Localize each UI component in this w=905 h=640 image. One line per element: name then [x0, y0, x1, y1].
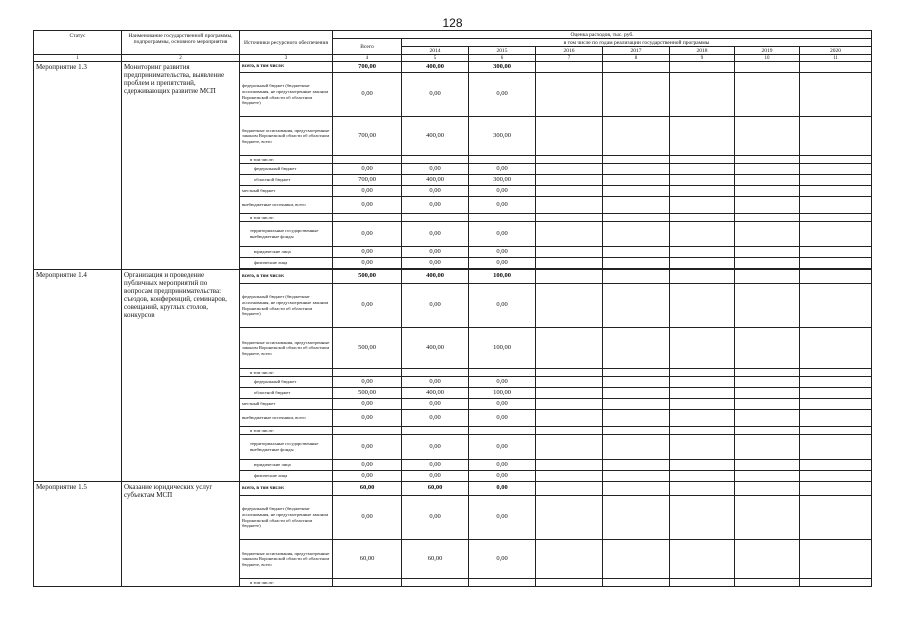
col-number: 9 [670, 55, 735, 62]
source-total: всего, в том числе: [240, 482, 333, 496]
header-status: Статус [34, 31, 122, 55]
value-cell: 500,00 [333, 388, 402, 399]
measure-name: Организация и проведение публичных мероприятий по вопросам предпринимательства: съездов, конференций, семинаров, совещаний, круглых столов, конкурсов [122, 270, 240, 482]
value-cell: 400,00 [402, 328, 469, 369]
value-cell: 300,00 [469, 117, 536, 156]
header-total: Всего [333, 39, 402, 55]
value-cell: 0,00 [469, 435, 536, 460]
col-number: 8 [603, 55, 670, 62]
source-federal-bb: федеральный бюджет (бюджетные ассигнования, не предусмотренные законом Воронежской области об областном бюджете) [240, 284, 333, 328]
source-federal: федеральный бюджет [240, 377, 333, 388]
value-cell: 0,00 [402, 222, 469, 247]
value-cell: 400,00 [402, 388, 469, 399]
value-cell: 0,00 [402, 73, 469, 117]
source-budget-allocations: бюджетные ассигнования, предусмотренные законом Воронежской области об областном бюджете, всего [240, 540, 333, 579]
value-cell: 0,00 [402, 258, 469, 269]
measure-status: Мероприятие 1.4 [34, 270, 122, 482]
value-cell: 0,00 [402, 471, 469, 482]
value-cell: 300,00 [469, 62, 536, 73]
header-year: 2020 [800, 47, 872, 55]
value-cell: 0,00 [402, 460, 469, 471]
source-legal: юридические лица [240, 247, 333, 258]
source-local: местный бюджет [240, 186, 333, 197]
source-total: всего, в том числе: [240, 270, 333, 284]
value-cell: 0,00 [469, 164, 536, 175]
value-cell: 0,00 [469, 471, 536, 482]
source-regional: областной бюджет [240, 388, 333, 399]
source-including: в том числе: [240, 369, 333, 377]
col-number: 3 [240, 55, 333, 62]
col-number: 1 [34, 55, 122, 62]
source-individuals: физические лица [240, 471, 333, 482]
value-cell: 0,00 [469, 482, 536, 496]
header-source: Источники ресурсного обеспечения [240, 31, 333, 55]
value-cell: 700,00 [333, 117, 402, 156]
source-extrabudget: внебюджетные источники, всего [240, 410, 333, 427]
measure-name: Оказание юридических услуг субъектам МСП [122, 482, 240, 587]
measure-status: Мероприятие 1.3 [34, 62, 122, 270]
source-including: в том числе: [240, 427, 333, 435]
value-cell: 60,00 [402, 482, 469, 496]
value-cell: 0,00 [469, 247, 536, 258]
value-cell: 300,00 [469, 175, 536, 186]
value-cell: 0,00 [402, 284, 469, 328]
value-cell: 500,00 [333, 328, 402, 369]
value-cell: 700,00 [333, 175, 402, 186]
value-cell: 0,00 [469, 410, 536, 427]
value-cell: 0,00 [402, 496, 469, 540]
value-cell: 0,00 [469, 377, 536, 388]
value-cell: 0,00 [333, 471, 402, 482]
col-number: 11 [800, 55, 872, 62]
value-cell: 400,00 [402, 117, 469, 156]
measure-status: Мероприятие 1.5 [34, 482, 122, 587]
source-budget-allocations: бюджетные ассигнования, предусмотренные законом Воронежской области об областном бюджете, всего [240, 117, 333, 156]
source-territorial-funds: территориальные государственные внебюджетные фонды [240, 222, 333, 247]
source-including: в том числе: [240, 214, 333, 222]
value-cell: 0,00 [333, 284, 402, 328]
value-cell: 0,00 [402, 247, 469, 258]
value-cell: 0,00 [333, 377, 402, 388]
col-number: 5 [402, 55, 469, 62]
value-cell: 0,00 [333, 496, 402, 540]
header-year: 2016 [536, 47, 603, 55]
value-cell: 0,00 [402, 399, 469, 410]
source-total: всего, в том числе: [240, 62, 333, 73]
value-cell: 0,00 [402, 435, 469, 460]
header-year: 2018 [670, 47, 735, 55]
value-cell: 0,00 [469, 258, 536, 269]
source-federal: федеральный бюджет [240, 164, 333, 175]
col-number: 10 [735, 55, 800, 62]
value-cell: 0,00 [333, 186, 402, 197]
page-number: 128 [442, 16, 463, 30]
source-regional: областной бюджет [240, 175, 333, 186]
measure-name: Мониторинг развития предпринимательства, выявление проблем и препятствий, сдерживающих развитие МСП [122, 62, 240, 270]
header-year: 2017 [603, 47, 670, 55]
source-federal-bb: федеральный бюджет (бюджетные ассигнования, не предусмотренные законом Воронежской области об областном бюджете) [240, 496, 333, 540]
col-number: 4 [333, 55, 402, 62]
value-cell: 0,00 [333, 222, 402, 247]
value-cell: 0,00 [333, 410, 402, 427]
value-cell: 700,00 [333, 62, 402, 73]
value-cell: 0,00 [333, 247, 402, 258]
value-cell: 0,00 [333, 399, 402, 410]
header-by-years: в том числе по годам реализации государственной программы [402, 39, 872, 47]
value-cell: 0,00 [469, 399, 536, 410]
header-year: 2019 [735, 47, 800, 55]
value-cell: 0,00 [402, 197, 469, 214]
value-cell: 0,00 [469, 284, 536, 328]
value-cell: 0,00 [469, 73, 536, 117]
value-cell: 0,00 [469, 460, 536, 471]
value-cell: 60,00 [402, 540, 469, 579]
header-name: Наименование государственной программы, подпрограммы, основного мероприятия [122, 31, 240, 55]
value-cell: 500,00 [333, 270, 402, 284]
value-cell: 0,00 [402, 410, 469, 427]
value-cell: 400,00 [402, 270, 469, 284]
value-cell: 0,00 [333, 435, 402, 460]
value-cell: 0,00 [469, 496, 536, 540]
value-cell: 60,00 [333, 482, 402, 496]
value-cell: 0,00 [469, 540, 536, 579]
value-cell: 60,00 [333, 540, 402, 579]
value-cell: 0,00 [402, 186, 469, 197]
value-cell: 100,00 [469, 388, 536, 399]
source-local: местный бюджет [240, 399, 333, 410]
value-cell: 0,00 [402, 164, 469, 175]
source-legal: юридические лица [240, 460, 333, 471]
source-budget-allocations: бюджетные ассигнования, предусмотренные законом Воронежской области об областном бюджете, всего [240, 328, 333, 369]
col-number: 2 [122, 55, 240, 62]
value-cell: 100,00 [469, 270, 536, 284]
value-cell: 0,00 [333, 258, 402, 269]
value-cell: 400,00 [402, 62, 469, 73]
value-cell: 0,00 [469, 186, 536, 197]
budget-table [33, 30, 872, 587]
value-cell: 0,00 [333, 197, 402, 214]
value-cell: 0,00 [469, 197, 536, 214]
value-cell: 0,00 [469, 222, 536, 247]
value-cell: 400,00 [402, 175, 469, 186]
header-year: 2015 [469, 47, 536, 55]
source-including: в том числе: [240, 579, 333, 587]
header-estimate: Оценка расходов, тыс. руб. [333, 31, 872, 39]
source-extrabudget: внебюджетные источники, всего [240, 197, 333, 214]
value-cell: 0,00 [402, 377, 469, 388]
source-federal-bb: федеральный бюджет (бюджетные ассигнования, не предусмотренные законом Воронежской области об областном бюджете) [240, 73, 333, 117]
source-territorial-funds: территориальные государственные внебюджетные фонды [240, 435, 333, 460]
value-cell: 0,00 [333, 73, 402, 117]
header-year: 2014 [402, 47, 469, 55]
col-number: 6 [469, 55, 536, 62]
value-cell: 0,00 [333, 164, 402, 175]
col-number: 7 [536, 55, 603, 62]
source-individuals: физические лица [240, 258, 333, 269]
value-cell: 0,00 [333, 460, 402, 471]
source-including: в том числе: [240, 156, 333, 164]
value-cell: 100,00 [469, 328, 536, 369]
